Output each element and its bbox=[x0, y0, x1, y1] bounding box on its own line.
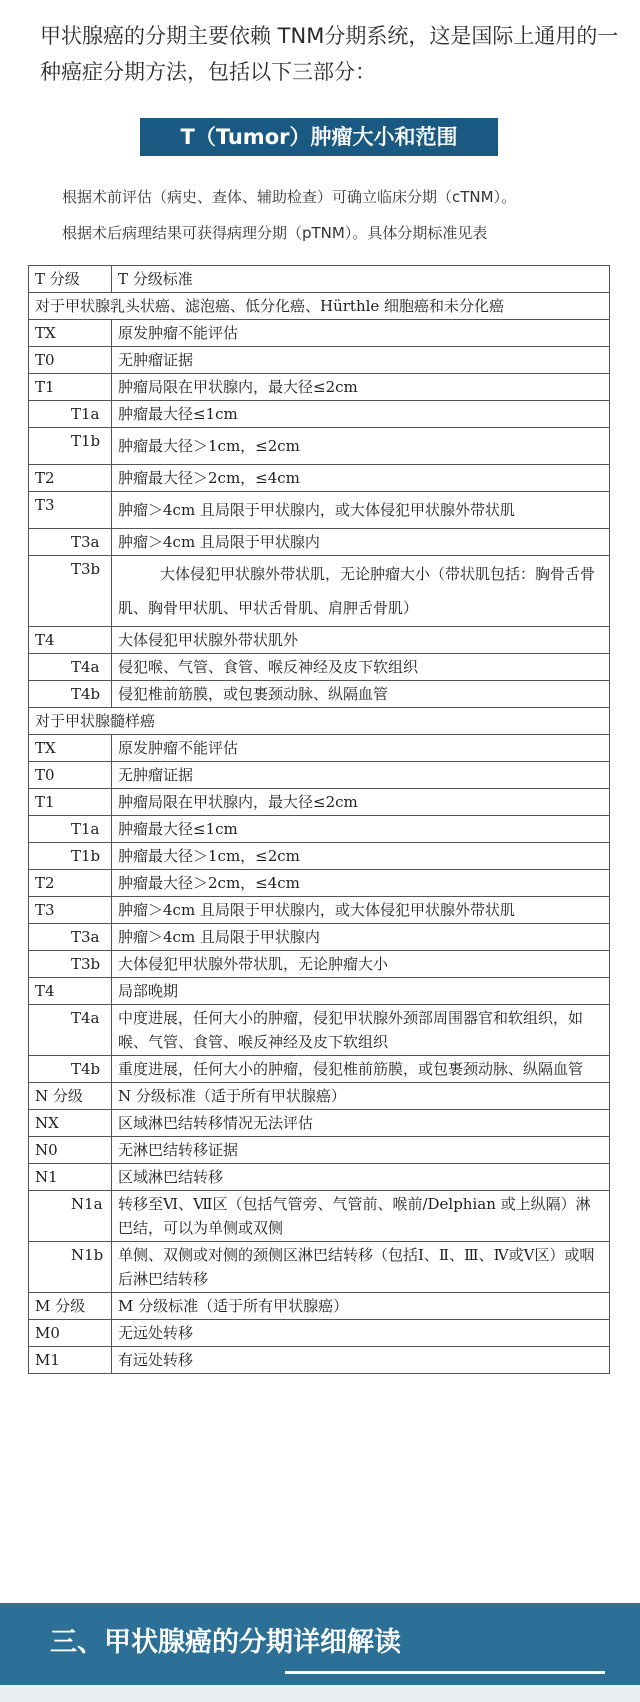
stage-code-cell: T1b bbox=[29, 843, 112, 870]
stage-description-cell: 转移至Ⅵ、Ⅶ区（包括气管旁、气管前、喉前/Delphian 或上纵隔）淋巴结，可以为单侧或双侧 bbox=[112, 1191, 610, 1242]
table-section-row bbox=[29, 708, 610, 735]
stage-description-cell: 无肿瘤证据 bbox=[112, 762, 610, 789]
stage-description-cell: 肿瘤＞4cm 且局限于甲状腺内 bbox=[112, 529, 610, 556]
table-row bbox=[29, 789, 610, 816]
table-row bbox=[29, 465, 610, 492]
stage-code-cell: T0 bbox=[29, 347, 112, 374]
clinical-staging-note: 根据术前评估（病史、查体、辅助检查）可确立临床分期（cTNM）。 bbox=[62, 188, 517, 206]
table-row bbox=[29, 1110, 610, 1137]
stage-code-cell: T3b bbox=[29, 556, 112, 627]
table-row bbox=[29, 1083, 610, 1110]
t-tumor-banner: T（Tumor）肿瘤大小和范围 bbox=[140, 118, 498, 156]
stage-code-cell: T3a bbox=[29, 924, 112, 951]
stage-description-cell: 肿瘤最大径＞1cm，≤2cm bbox=[112, 843, 610, 870]
stage-description-cell: 无淋巴结转移证据 bbox=[112, 1137, 610, 1164]
stage-description-cell: 肿瘤最大径≤1cm bbox=[112, 816, 610, 843]
table-section-row bbox=[29, 293, 610, 320]
section-title: 三、甲状腺癌的分期详细解读 bbox=[50, 1627, 401, 1658]
table-row bbox=[29, 870, 610, 897]
table-row bbox=[29, 1164, 610, 1191]
table-row bbox=[29, 320, 610, 347]
table-row bbox=[29, 816, 610, 843]
table-row bbox=[29, 1005, 610, 1056]
pathological-staging-note: 根据术后病理结果可获得病理分期（pTNM）。具体分期标准见表 bbox=[62, 224, 488, 242]
table-row bbox=[29, 347, 610, 374]
intro-paragraph: 甲状腺癌的分期主要依赖 TNM分期系统，这是国际上通用的一种癌症分期方法，包括以下三部分： bbox=[40, 24, 619, 84]
stage-code-cell: T 分级 bbox=[29, 266, 112, 293]
stage-code-cell: T3 bbox=[29, 492, 112, 529]
stage-description-cell: 肿瘤＞4cm 且局限于甲状腺内，或大体侵犯甲状腺外带状肌 bbox=[112, 897, 610, 924]
stage-code-cell: N0 bbox=[29, 1137, 112, 1164]
stage-code-cell: T4 bbox=[29, 627, 112, 654]
stage-code-cell: N1a bbox=[29, 1191, 112, 1242]
table-row bbox=[29, 654, 610, 681]
table-row bbox=[29, 1293, 610, 1320]
stage-code-cell: T1a bbox=[29, 816, 112, 843]
stage-description-cell: 区域淋巴结转移 bbox=[112, 1164, 610, 1191]
table-row bbox=[29, 401, 610, 428]
stage-description-cell: 肿瘤局限在甲状腺内，最大径≤2cm bbox=[112, 374, 610, 401]
stage-description-cell: 大体侵犯甲状腺外带状肌，无论肿瘤大小（带状肌包括：胸骨舌骨肌、胸骨甲状肌、甲状舌骨肌、肩胛舌骨肌） bbox=[112, 556, 610, 627]
stage-description-cell: 侵犯椎前筋膜，或包裹颈动脉、纵隔血管 bbox=[112, 681, 610, 708]
stage-description-cell: 大体侵犯甲状腺外带状肌，无论肿瘤大小 bbox=[112, 951, 610, 978]
table-row bbox=[29, 681, 610, 708]
stage-description-cell: 区域淋巴结转移情况无法评估 bbox=[112, 1110, 610, 1137]
stage-code-cell: T3b bbox=[29, 951, 112, 978]
stage-code-cell: T2 bbox=[29, 465, 112, 492]
stage-description-cell: 无肿瘤证据 bbox=[112, 347, 610, 374]
stage-code-cell: T4b bbox=[29, 1056, 112, 1083]
stage-code-cell: N 分级 bbox=[29, 1083, 112, 1110]
table-row bbox=[29, 924, 610, 951]
stage-code-cell: N1 bbox=[29, 1164, 112, 1191]
stage-description-cell: 肿瘤最大径＞2cm，≤4cm bbox=[112, 870, 610, 897]
table-row bbox=[29, 556, 610, 627]
stage-code-cell: T3a bbox=[29, 529, 112, 556]
stage-description-cell: 有远处转移 bbox=[112, 1347, 610, 1374]
stage-description-cell: N 分级标准（适于所有甲状腺癌） bbox=[112, 1083, 610, 1110]
stage-code-cell: T4b bbox=[29, 681, 112, 708]
stage-code-cell: T2 bbox=[29, 870, 112, 897]
stage-description-cell: T 分级标准 bbox=[112, 266, 610, 293]
stage-code-cell: M1 bbox=[29, 1347, 112, 1374]
stage-description-cell: 大体侵犯甲状腺外带状肌外 bbox=[112, 627, 610, 654]
table-row bbox=[29, 529, 610, 556]
stage-description-cell: 单侧、双侧或对侧的颈侧区淋巴结转移（包括Ⅰ、Ⅱ、Ⅲ、Ⅳ或Ⅴ区）或咽后淋巴结转移 bbox=[112, 1242, 610, 1293]
stage-description-cell: 肿瘤最大径＞2cm，≤4cm bbox=[112, 465, 610, 492]
table-row bbox=[29, 1137, 610, 1164]
stage-code-cell: T4 bbox=[29, 978, 112, 1005]
stage-code-cell: T0 bbox=[29, 762, 112, 789]
stage-code-cell: TX bbox=[29, 320, 112, 347]
table-row bbox=[29, 978, 610, 1005]
table-row bbox=[29, 428, 610, 465]
stage-code-cell: T1a bbox=[29, 401, 112, 428]
table-row bbox=[29, 492, 610, 529]
stage-code-cell: M 分级 bbox=[29, 1293, 112, 1320]
table-row bbox=[29, 1242, 610, 1293]
table-row bbox=[29, 762, 610, 789]
stage-description-cell: 肿瘤＞4cm 且局限于甲状腺内，或大体侵犯甲状腺外带状肌 bbox=[112, 492, 610, 529]
stage-description-cell: 肿瘤＞4cm 且局限于甲状腺内 bbox=[112, 924, 610, 951]
stage-description-cell: 原发肿瘤不能评估 bbox=[112, 320, 610, 347]
table-row bbox=[29, 951, 610, 978]
stage-code-cell: T4a bbox=[29, 654, 112, 681]
tnm-staging-table bbox=[28, 265, 610, 1374]
table-row bbox=[29, 1347, 610, 1374]
stage-code-cell: N1b bbox=[29, 1242, 112, 1293]
table-row bbox=[29, 1191, 610, 1242]
table-row bbox=[29, 266, 610, 293]
table-row bbox=[29, 374, 610, 401]
stage-description-cell: 中度进展，任何大小的肿瘤，侵犯甲状腺外颈部周围器官和软组织，如喉、气管、食管、喉反神经及皮下软组织 bbox=[112, 1005, 610, 1056]
stage-description-cell: 肿瘤最大径≤1cm bbox=[112, 401, 610, 428]
table-row bbox=[29, 897, 610, 924]
table-row bbox=[29, 843, 610, 870]
table-row bbox=[29, 627, 610, 654]
stage-code-cell: M0 bbox=[29, 1320, 112, 1347]
stage-description-cell: 肿瘤最大径＞1cm，≤2cm bbox=[112, 428, 610, 465]
stage-description-cell: M 分级标准（适于所有甲状腺癌） bbox=[112, 1293, 610, 1320]
stage-description-cell: 重度进展，任何大小的肿瘤，侵犯椎前筋膜，或包裹颈动脉、纵隔血管 bbox=[112, 1056, 610, 1083]
stage-code-cell: T1 bbox=[29, 789, 112, 816]
section-footer bbox=[0, 1603, 640, 1702]
table-row bbox=[29, 1320, 610, 1347]
stage-description-cell: 肿瘤局限在甲状腺内，最大径≤2cm bbox=[112, 789, 610, 816]
stage-description-cell: 局部晚期 bbox=[112, 978, 610, 1005]
stage-description-cell: 无远处转移 bbox=[112, 1320, 610, 1347]
table-row bbox=[29, 735, 610, 762]
tnm-table-body bbox=[29, 266, 610, 1374]
stage-description-cell: 侵犯喉、气管、食管、喉反神经及皮下软组织 bbox=[112, 654, 610, 681]
table-row bbox=[29, 1056, 610, 1083]
stage-code-cell: T1 bbox=[29, 374, 112, 401]
section-header-cell: 对于甲状腺髓样癌 bbox=[29, 708, 610, 735]
stage-description-cell: 原发肿瘤不能评估 bbox=[112, 735, 610, 762]
stage-code-cell: NX bbox=[29, 1110, 112, 1137]
stage-code-cell: TX bbox=[29, 735, 112, 762]
stage-code-cell: T4a bbox=[29, 1005, 112, 1056]
section-title-underline bbox=[285, 1671, 605, 1674]
stage-code-cell: T1b bbox=[29, 428, 112, 465]
section-header-cell: 对于甲状腺乳头状癌、滤泡癌、低分化癌、Hürthle 细胞癌和未分化癌 bbox=[29, 293, 610, 320]
stage-code-cell: T3 bbox=[29, 897, 112, 924]
